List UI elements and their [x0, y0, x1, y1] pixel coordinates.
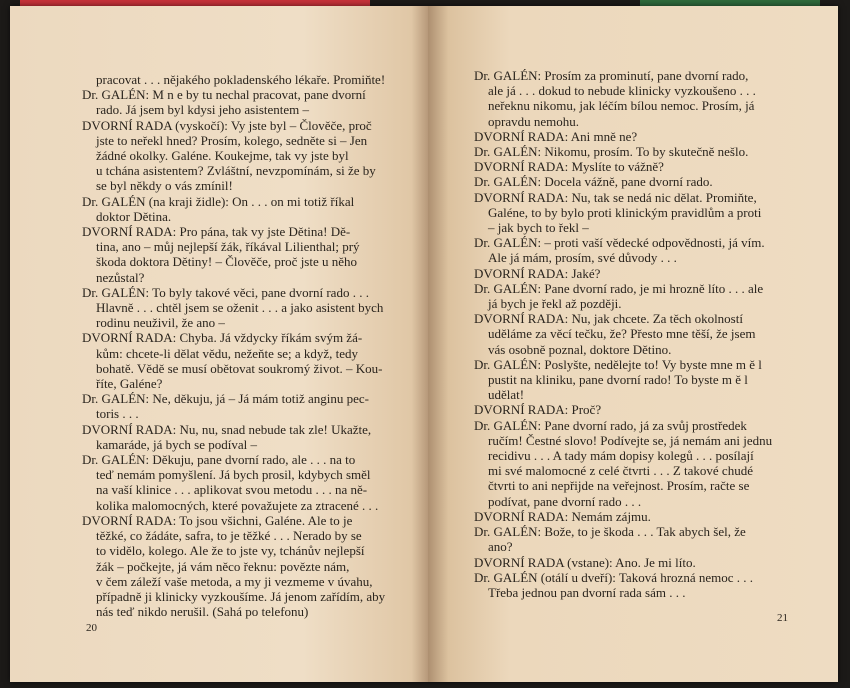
text-line: to vidělo, kolego. Ale že to jste vy, tchánův nejlepší — [96, 543, 365, 559]
text-line: Dr. GALÉN: Pane dvorní rado, já za svůj prostředek — [474, 417, 747, 433]
text-line: Dr. GALÉN (otálí u dveří): Taková hrozná nemoc . . . — [474, 569, 753, 585]
left-page — [10, 6, 428, 682]
text-line: Dr. GALÉN: Poslyšte, nedělejte to! Vy byste mne m ě l — [474, 356, 762, 372]
text-line: toris . . . — [96, 406, 139, 422]
text-line: podívat, pane dvorní rado . . . — [488, 493, 642, 509]
text-line: vás osobně poznal, doktore Dětino. — [488, 341, 672, 357]
text-line: Ale já mám, prosím, své důvody . . . — [488, 250, 677, 266]
text-line: pustit na kliniku, pane dvorní rado! To byste m ě l — [488, 372, 748, 388]
text-line: ale já . . . dokud to nebude klinicky vyzkoušeno . . . — [488, 83, 756, 99]
text-line: se byl někdy o vás zmínil! — [96, 178, 233, 194]
text-line: Dr. GALÉN: Děkuju, pane dvorní rado, ale . . . na to — [82, 452, 356, 468]
text-line: kolika malomocných, které považujete za ztracené . . . — [96, 497, 379, 513]
text-line: čtvrti to ani nepřijde na veřejnost. Prosím, račte se — [488, 478, 750, 494]
text-line: v čem záleží vaše metoda, a my ji vezmeme v úvahu, — [96, 573, 373, 589]
text-line: opravdu nemohu. — [488, 113, 579, 129]
text-line: na vaší klinice . . . aplikovat svou metodu . . . na ně- — [96, 482, 368, 498]
open-book — [10, 6, 838, 682]
text-line: jste to neřekl hned? Prosím, kolego, sedněte si – Jen — [96, 132, 368, 148]
text-line: Dr. GALÉN (na kraji židle): On . . . on mi totiž říkal — [82, 193, 355, 209]
text-line: Třeba jednou pan dvorní rada sám . . . — [488, 584, 686, 600]
text-line: Dr. GALÉN: Bože, to je škoda . . . Tak abych šel, že — [474, 524, 746, 540]
text-line: DVORNÍ RADA: Chyba. Já vždycky říkám svým žá- — [82, 330, 363, 346]
text-line: DVORNÍ RADA: Proč? — [474, 402, 602, 418]
text-line: DVORNÍ RADA: Pro pána, tak vy jste Dětina! Dě- — [82, 224, 351, 240]
text-line: žádné okolky. Galéne. Koukejme, tak vy jste byl — [96, 148, 349, 164]
text-line: Dr. GALÉN: M n e by tu nechal pracovat, pane dvorní — [82, 87, 366, 103]
text-line: DVORNÍ RADA: Nu, tak se nedá nic dělat. Promiňte, — [474, 189, 757, 205]
text-line: DVORNÍ RADA: Myslíte to vážně? — [474, 159, 664, 175]
text-line: uděláme za věcí tečku, že? Přesto mne těší, že jsem — [488, 326, 756, 342]
text-line: pracovat . . . nějakého pokladenského lékaře. Promiňte! — [96, 72, 386, 87]
text-line: škoda doktora Dětiny! – Člověče, proč jste u něho — [96, 254, 358, 270]
text-line: mi své malomocné z celé čtvrti . . . Z takové chudé — [488, 463, 753, 479]
text-line: – jak bych to řekl – — [488, 220, 589, 236]
left-page-text — [82, 72, 400, 619]
right-page-text — [474, 68, 794, 600]
text-line: Dr. GALÉN: Ne, děkuju, já – Já mám totiž anginu pec- — [82, 391, 370, 407]
text-line: Dr. GALÉN: Prosím za prominutí, pane dvorní rado, — [474, 68, 749, 83]
text-line: Dr. GALÉN: Docela vážně, pane dvorní rado. — [474, 174, 713, 190]
text-line: DVORNÍ RADA: Nu, jak chcete. Za těch okolností — [474, 311, 743, 327]
text-line: ručím! Čestné slovo! Podívejte se, já nemám ani jednu — [488, 432, 773, 448]
page-number-left: 20 — [86, 622, 97, 634]
text-line: já bych je řekl až později. — [488, 296, 622, 312]
text-line: DVORNÍ RADA: Nu, nu, snad nebude tak zle! Ukažte, — [82, 421, 372, 437]
text-line: DVORNÍ RADA: Ani mně ne? — [474, 128, 638, 144]
text-line: DVORNÍ RADA: Jaké? — [474, 265, 601, 281]
text-line: teď nemám pomyšlení. Já bych prosil, kdybych směl — [96, 467, 371, 483]
text-line: bohatě. Vědě se musí obětovat soukromý život. – Kou- — [96, 360, 383, 376]
text-line: tina, ano – můj nejlepší žák, říkával Lilienthal; prý — [96, 239, 360, 255]
text-line: Dr. GALÉN: Pane dvorní rado, je mi hrozně líto . . . ale — [474, 280, 764, 296]
text-line: Dr. GALÉN: To byly takové věci, pane dvorní rado . . . — [82, 284, 369, 300]
text-line: kům: chcete-li dělat vědu, nežeňte se; a když, tedy — [96, 345, 359, 361]
page-number-right: 21 — [777, 612, 788, 624]
text-line: rodinu neuživil, že ano – — [96, 315, 225, 331]
text-line: žák – počkejte, já vám něco řeknu: povězte nám, — [96, 558, 350, 574]
text-line: DVORNÍ RADA: Nemám zájmu. — [474, 508, 651, 524]
text-line: u tchána asistentem? Zvláštní, nevzpomínám, si že by — [96, 163, 376, 179]
text-line: recidivu . . . A tady mám dopisy kolegů . . . posílají — [488, 448, 754, 464]
text-line: DVORNÍ RADA: To jsou všichni, Galéne. Ale to je — [82, 512, 353, 528]
text-line: Hlavně . . . chtěl jsem se oženit . . . a jako asistent bych — [96, 300, 384, 316]
text-line: Dr. GALÉN: Nikomu, prosím. To by skutečně nešlo. — [474, 144, 749, 160]
text-line: udělat! — [488, 387, 525, 403]
text-line: ano? — [488, 539, 513, 555]
text-line: Dr. GALÉN: – proti vaší vědecké odpovědnosti, já vím. — [474, 235, 765, 251]
text-line: případně ji klinicky vyzkoušíme. Já jenom zařídím, aby — [96, 588, 386, 604]
text-line: těžké, co žádáte, safra, to je těžké . . . Nerado by se — [96, 528, 362, 544]
text-line: rado. Já jsem byl kdysi jeho asistentem – — [96, 102, 310, 118]
right-page — [428, 6, 838, 682]
text-line: kamaráde, já bych se podíval – — [96, 436, 257, 452]
text-line: říte, Galéne? — [96, 376, 163, 392]
text-line: Galéne, to by bylo proti klinickým pravidlům a proti — [488, 204, 762, 220]
text-line: nás teď nikdo nerušil. (Sahá po telefonu) — [96, 604, 309, 620]
text-line: DVORNÍ RADA (vstane): Ano. Je mi líto. — [474, 554, 696, 570]
text-line: nezůstal? — [96, 269, 145, 285]
text-line: doktor Dětina. — [96, 208, 172, 224]
text-line: neřeknu nikomu, jak léčím bílou nemoc. Prosím, já — [488, 98, 755, 114]
text-line: DVORNÍ RADA (vyskočí): Vy jste byl – Člověče, proč — [82, 117, 372, 133]
